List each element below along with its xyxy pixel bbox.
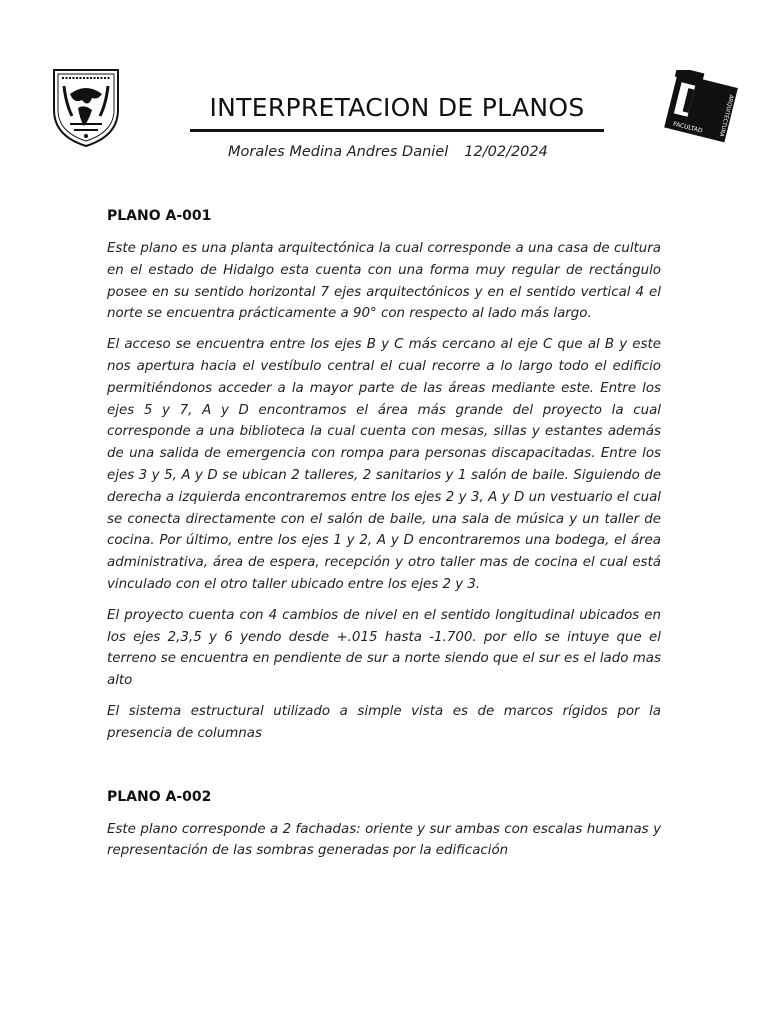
- document-date: 12/02/2024: [464, 144, 548, 160]
- paragraph: El proyecto cuenta con 4 cambios de nivel en el sentido longitudinal ubicados en los ejes 2,3,5 y 6 yendo desde +.015 hasta -1.700. por ello se intuye que el terreno se encuentra en pendiente de sur a norte siendo que el sur es el lado mas alto: [107, 607, 661, 689]
- section-heading-a001: PLANO A-001: [107, 208, 212, 224]
- page-title: INTERPRETACION DE PLANOS: [209, 93, 585, 122]
- author-line: [228, 144, 548, 160]
- paragraph: Este plano es una planta arquitectónica la cual corresponde a una casa de cultura en el estado de Hidalgo esta cuenta con una forma muy regular de rectángulo posee en su sentido horizontal 7 ejes arquitectónicos y en el sentido vertical 4 el norte se encuentra prácticamente a 90° con respecto al lado más largo.: [107, 241, 661, 322]
- document-body: [107, 208, 661, 862]
- author-name: Morales Medina Andres Daniel: [228, 144, 449, 160]
- unam-seal-logo: [48, 64, 124, 148]
- section-heading-a002: PLANO A-002: [107, 788, 212, 805]
- paragraph: El sistema estructural utilizado a simple vista es de marcos rígidos por la presencia de columnas: [107, 703, 661, 741]
- logo-text-facultad: FACULTAD: [672, 120, 704, 135]
- paragraph: Este plano corresponde a 2 fachadas: oriente y sur ambas con escalas humanas y representación de las sombras generadas por la edificación: [107, 821, 661, 859]
- title-underline: [190, 129, 604, 132]
- logo-text-arquitectura: ARQUITECTURA: [717, 93, 735, 138]
- facultad-arquitectura-logo: [664, 70, 740, 146]
- paragraph: El acceso se encuentra entre los ejes B y C más cercano al eje C que al B y este nos apertura hacia el vestíbulo central el cual recorre a lo largo todo el edificio permitiéndonos acceder a la mayor parte de las áreas mediante este. Entre los ejes 5 y 7, A y D encontramos el área más grande del proyecto la cual corresponde a una biblioteca la cual cuenta con mesas, sillas y estantes además de una salida de emergencia con rompa para personas discapacitadas. Entre los ejes 3 y 5, A y D se ubican 2 talleres, 2 sanitarios y 1 salón de baile. Siguiendo de derecha a izquierda encontraremos entre los ejes 2 y 3, A y D un vestuario el cual se conecta directamente con el salón de baile, una sala de música y un taller de cocina. Por último, entre los ejes 1 y 2, A y D encontraremos una bodega, el área administrativa, área de espera, recepción y otro taller mas de cocina el cual está vinculado con el otro taller ubicado entre los ejes 2 y 3.: [107, 337, 661, 592]
